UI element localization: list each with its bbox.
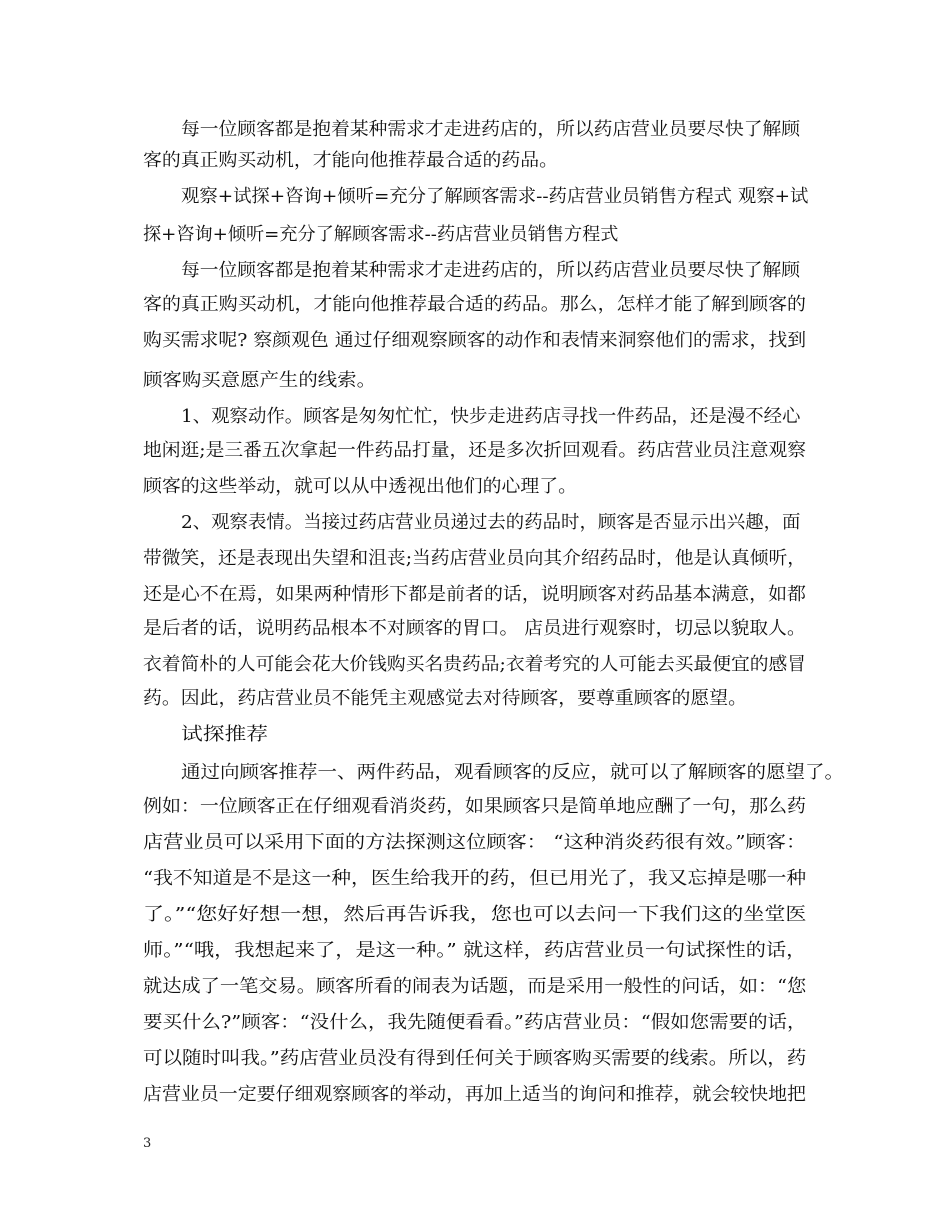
text-line: 每一位顾客都是抱着某种需求才走进药店的，所以药店营业员要尽快了解顾 [181, 119, 800, 140]
text-line: 带微笑，还是表现出失望和沮丧;当药店营业员向其介绍药品时，他是认真倾听， [143, 548, 807, 569]
text-line: 师。”“哦，我想起来了，是这一种。” 就这样，药店营业员一句试探性的话， [143, 940, 807, 961]
text-line: 通过向顾客推荐一、两件药品，观看顾客的反应，就可以了解顾客的愿望了。 [181, 762, 844, 783]
text-line: 顾客的这些举动，就可以从中透视出他们的心理了。 [143, 476, 577, 497]
text-line: 就达成了一笔交易。顾客所看的闹表为话题，而是采用一般性的问话，如：“您 [143, 976, 807, 997]
text-line: 1、观察动作。顾客是匆匆忙忙，快步走进药店寻找一件药品，还是漫不经心 [181, 406, 801, 427]
text-line: 可以随时叫我。”药店营业员没有得到任何关于顾客购买需要的线索。所以，药 [143, 1048, 807, 1069]
text-line: 还是心不在焉，如果两种情形下都是前者的话，说明顾客对药品基本满意，如都 [143, 584, 806, 605]
text-line: 例如：一位顾客正在仔细观看消炎药，如果顾客只是简单地应酬了一句，那么药 [143, 796, 806, 817]
text-line: 探+咨询+倾听=充分了解顾客需求--药店营业员销售方程式 [143, 224, 619, 245]
text-line: 2、观察表情。当接过药店营业员递过去的药品时，顾客是否显示出兴趣，面 [181, 512, 801, 533]
text-line: 客的真正购买动机，才能向他推荐最合适的药品。 [143, 150, 558, 171]
text-line: “我不知道是不是这一种，医生给我开的药，但已用光了，我又忘掉是哪一种 [143, 868, 807, 889]
text-line: 药。因此，药店营业员不能凭主观感觉去对待顾客，要尊重顾客的愿望。 [143, 688, 747, 709]
text-line: 店营业员可以采用下面的方法探测这位顾客： “这种消炎药很有效。”顾客： [143, 832, 807, 853]
text-line: 试探推荐 [181, 724, 268, 745]
text-line: 购买需求呢? 察颜观色 通过仔细观察顾客的动作和表情来洞察他们的需求，找到 [143, 330, 807, 351]
text-line: 衣着简朴的人可能会花大价钱购买名贵药品;衣着考究的人可能去买最便宜的感冒 [143, 654, 807, 675]
page-number: 3 [143, 1136, 152, 1151]
text-line: 每一位顾客都是抱着某种需求才走进药店的，所以药店营业员要尽快了解顾 [181, 260, 800, 281]
text-line: 要买什么?”顾客：“没什么，我先随便看看。”药店营业员：“假如您需要的话， [143, 1012, 807, 1033]
text-line: 店营业员一定要仔细观察顾客的举动，再加上适当的询问和推荐，就会较快地把 [143, 1084, 806, 1105]
text-line: 观察+试探+咨询+倾听=充分了解顾客需求--药店营业员销售方程式 观察+试 [181, 186, 809, 207]
text-line: 了。”“您好好想一想，然后再告诉我，您也可以去问一下我们这的坐堂医 [143, 904, 807, 925]
text-line: 顾客购买意愿产生的线索。 [143, 370, 376, 391]
text-line: 地闲逛;是三番五次拿起一件药品打量，还是多次折回观看。药店营业员注意观察 [143, 440, 807, 461]
text-line: 客的真正购买动机，才能向他推荐最合适的药品。那么，怎样才能了解到顾客的 [143, 294, 806, 315]
text-line: 是后者的话，说明药品根本不对顾客的胃口。 店员进行观察时，切忌以貌取人。 [143, 618, 806, 639]
